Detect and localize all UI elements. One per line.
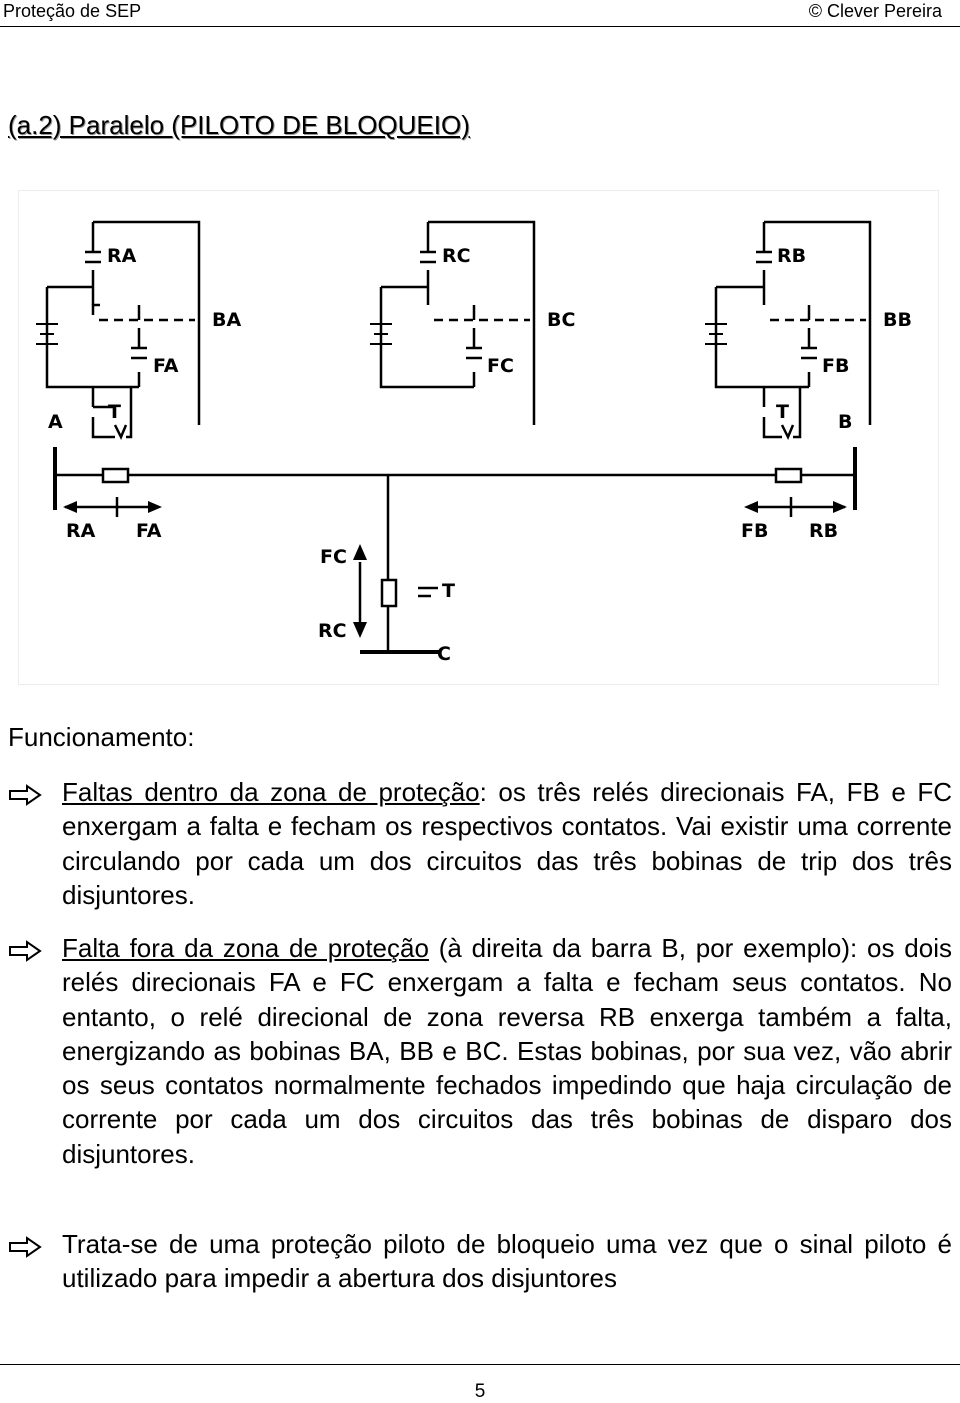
label-RC-feeder: RC xyxy=(318,620,347,642)
item-2-text: (à direita da barra B, por exemplo): os dois relés direcionais FA e FC enxergam a falta e fecham seus contatos. No entanto, o relé direcional de zona reversa RB enxerga também a falta, energizando as bobinas BA, BB e BC. Estas bobinas, por sua vez, vão abrir os seus contatos normalmente fechados impedindo que haja circulação de corrente por cada um dos circuitos das três bobinas de disparo dos disjuntores. xyxy=(62,933,952,1169)
label-RB-bottom: RB xyxy=(809,520,839,542)
item-2-lead: Falta fora da zona de proteção xyxy=(62,933,429,963)
label-RA-bottom: RA xyxy=(66,520,96,542)
hollow-arrow-icon xyxy=(8,784,42,806)
label-RA-top: RA xyxy=(107,245,137,267)
header-author: © Clever Pereira xyxy=(808,1,942,21)
label-BA: BA xyxy=(212,309,242,331)
label-T-B: T xyxy=(776,401,789,423)
circuit-diagram xyxy=(18,190,940,686)
label-FA-bottom: FA xyxy=(136,520,162,542)
label-A: A xyxy=(48,411,63,433)
label-FB-bottom: FB xyxy=(741,520,769,542)
footer-rule xyxy=(0,1364,960,1365)
label-RC-top: RC xyxy=(442,245,471,267)
header-title: Proteção de SEP xyxy=(3,1,142,21)
hollow-arrow-icon xyxy=(8,1236,42,1258)
label-BB: BB xyxy=(883,309,912,331)
hollow-arrow-icon xyxy=(8,940,42,962)
label-T-C: T xyxy=(442,580,455,602)
label-BC: BC xyxy=(547,309,576,331)
funcionamento-label: Funcionamento: xyxy=(8,722,195,752)
section-title: (a.2) Paralelo (PILOTO DE BLOQUEIO) xyxy=(8,110,470,140)
item-2 xyxy=(62,931,952,1171)
label-C: C xyxy=(437,643,451,665)
label-RB-top: RB xyxy=(777,245,807,267)
label-FC-feeder: FC xyxy=(320,546,347,568)
item-1-lead: Faltas dentro da zona de proteção xyxy=(62,777,480,807)
item-1 xyxy=(62,775,952,912)
label-FA-top: FA xyxy=(153,355,179,377)
header-rule xyxy=(0,26,960,27)
label-FB-top: FB xyxy=(822,355,850,377)
page-number: 5 xyxy=(474,1381,486,1402)
item-3: Trata-se de uma proteção piloto de bloqueio uma vez que o sinal piloto é utilizado para impedir a abertura dos disjuntores xyxy=(62,1229,952,1294)
label-T-A: T xyxy=(108,401,121,423)
label-FC-top: FC xyxy=(487,355,514,377)
item-1-text: : os três relés direcionais FA, FB e FC enxergam a falta e fecham os respectivos contatos. Vai existir uma corrente circulando por cada um dos circuitos das três bobinas de trip dos três disjuntores. xyxy=(62,777,952,910)
label-B: B xyxy=(838,411,853,433)
